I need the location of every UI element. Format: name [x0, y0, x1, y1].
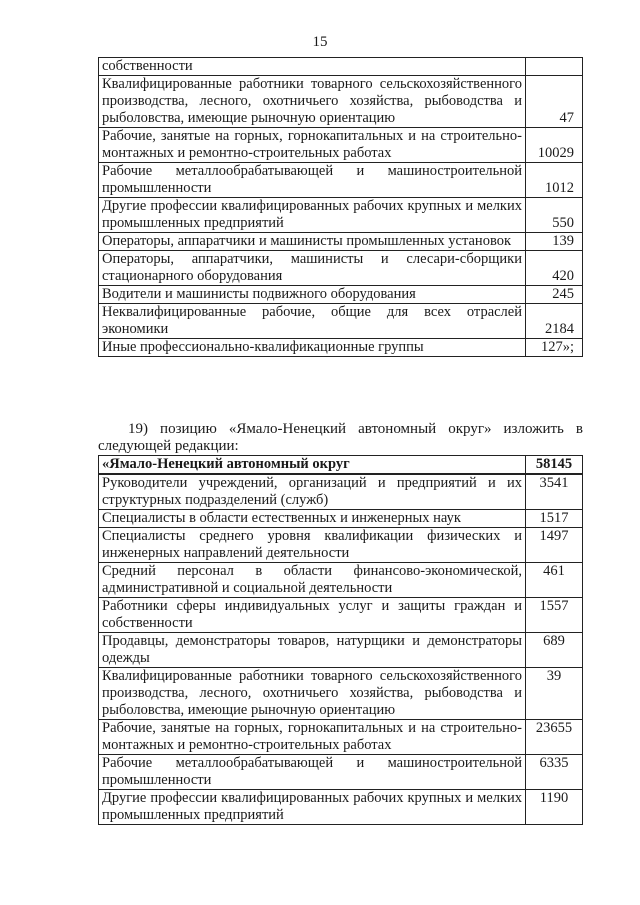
worker-count — [526, 58, 583, 76]
table-row — [99, 633, 583, 668]
worker-count: 689 — [526, 633, 583, 668]
profession-group: Рабочие, занятые на горных, горнокапитальных и на строительно-монтажных и ремонтно-строительных работах — [99, 128, 526, 163]
table-row — [99, 474, 583, 510]
worker-count: 1012 — [526, 163, 583, 198]
table-row — [99, 720, 583, 755]
amendment-paragraph: 19) позицию «Ямало-Ненецкий автономный округ» изложить в следующей редакции: — [98, 421, 583, 454]
worker-count: 420 — [526, 251, 583, 286]
worker-count: 1190 — [526, 790, 583, 825]
worker-count: 461 — [526, 563, 583, 598]
worker-count: 1557 — [526, 598, 583, 633]
profession-group: Руководители учреждений, организаций и предприятий и их структурных подразделений (служб) — [99, 474, 526, 510]
worker-count: 1497 — [526, 528, 583, 563]
worker-count: 10029 — [526, 128, 583, 163]
worker-count: 127»; — [526, 339, 583, 357]
table-row — [99, 163, 583, 198]
table-row — [99, 528, 583, 563]
page-number: 15 — [312, 34, 328, 50]
table-row — [99, 598, 583, 633]
table-row — [99, 339, 583, 357]
profession-group: Водители и машинисты подвижного оборудования — [99, 286, 526, 304]
table-row — [99, 790, 583, 825]
profession-group: Рабочие металлообрабатывающей и машиностроительной промышленности — [99, 755, 526, 790]
table-row — [99, 233, 583, 251]
profession-group: Операторы, аппаратчики, машинисты и слесари-сборщики стационарного оборудования — [99, 251, 526, 286]
profession-group: Специалисты среднего уровня квалификации физических и инженерных направлений деятельности — [99, 528, 526, 563]
yamalo-nenets-table — [98, 455, 583, 825]
table-row — [99, 251, 583, 286]
table-row — [99, 755, 583, 790]
table-row — [99, 304, 583, 339]
table-row — [99, 128, 583, 163]
worker-count: 550 — [526, 198, 583, 233]
worker-count: 1517 — [526, 510, 583, 528]
profession-group: Квалифицированные работники товарного сельскохозяйственного производства, лесного, охотничьего хозяйства, рыбоводства и рыболовства, имеющие рыночную ориентацию — [99, 76, 526, 128]
continued-table — [98, 57, 583, 357]
worker-count: 139 — [526, 233, 583, 251]
table-row — [99, 510, 583, 528]
profession-group: Операторы, аппаратчики и машинисты промышленных установок — [99, 233, 526, 251]
table-row — [99, 563, 583, 598]
profession-group: Неквалифицированные рабочие, общие для всех отраслей экономики — [99, 304, 526, 339]
worker-count: 47 — [526, 76, 583, 128]
profession-group: Рабочие, занятые на горных, горнокапитальных и на строительно-монтажных и ремонтно-строительных работах — [99, 720, 526, 755]
worker-count: 2184 — [526, 304, 583, 339]
table-row — [99, 286, 583, 304]
profession-group: Другие профессии квалифицированных рабочих крупных и мелких промышленных предприятий — [99, 790, 526, 825]
worker-count: 245 — [526, 286, 583, 304]
table-row — [99, 58, 583, 76]
table-row — [99, 76, 583, 128]
worker-count: 3541 — [526, 474, 583, 510]
worker-count: 23655 — [526, 720, 583, 755]
profession-group: Специалисты в области естественных и инженерных наук — [99, 510, 526, 528]
profession-group: Средний персонал в области финансово-экономической, административной и социальной деятельности — [99, 563, 526, 598]
region-name: «Ямало-Ненецкий автономный округ — [99, 456, 526, 475]
profession-group: Рабочие металлообрабатывающей и машиностроительной промышленности — [99, 163, 526, 198]
profession-group: Продавцы, демонстраторы товаров, натурщики и демонстраторы одежды — [99, 633, 526, 668]
table-header-row — [99, 456, 583, 475]
profession-group: Работники сферы индивидуальных услуг и защиты граждан и собственности — [99, 598, 526, 633]
worker-count: 39 — [526, 668, 583, 720]
table-row — [99, 668, 583, 720]
region-total: 58145 — [526, 456, 583, 475]
worker-count: 6335 — [526, 755, 583, 790]
profession-group: Квалифицированные работники товарного сельскохозяйственного производства, лесного, охотничьего хозяйства, рыбоводства и рыболовства, имеющие рыночную ориентацию — [99, 668, 526, 720]
table-row — [99, 198, 583, 233]
profession-group: Другие профессии квалифицированных рабочих крупных и мелких промышленных предприятий — [99, 198, 526, 233]
profession-group: Иные профессионально-квалификационные группы — [99, 339, 526, 357]
profession-group: собственности — [99, 58, 526, 76]
